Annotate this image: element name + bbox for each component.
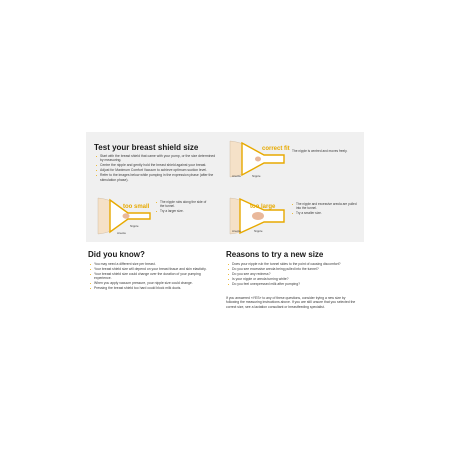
list-item: Does your nipple rub the tunnel sides to the point of causing discomfort? bbox=[228, 262, 358, 266]
list-item: Your breast shield size could change over the duration of your pumping experience. bbox=[90, 272, 218, 281]
list-item: When you apply vacuum pressure, your nipple size could change. bbox=[90, 281, 218, 285]
too-small-desc bbox=[156, 200, 208, 214]
correct-fit-label: correct fit bbox=[262, 146, 290, 152]
reasons-paragraph: If you answered «YES» to any of these questions, consider trying a new size by following the measuring instructions above. If you are still unsure that you selected the correct size, see a lactation consultant or breastfeeding specialist. bbox=[226, 296, 356, 309]
areola-label: Areola bbox=[232, 174, 241, 178]
too-small-illustration bbox=[96, 196, 158, 236]
areola-label: Areola bbox=[117, 231, 126, 235]
too-large-label: too large bbox=[250, 204, 276, 210]
nipple bbox=[255, 157, 261, 162]
did-you-know-list bbox=[90, 262, 218, 291]
nipple-label: Nipple bbox=[252, 174, 261, 178]
correct-fit-desc: The nipple is centred and moves freely. bbox=[292, 149, 348, 153]
too-small-label: too small bbox=[123, 204, 150, 210]
too-large-desc bbox=[292, 202, 358, 216]
list-item: Adjust for Maximum Comfort Vacuum to achieve optimum suction level. bbox=[96, 168, 218, 172]
nipple-label: Nipple bbox=[254, 229, 263, 233]
nipple-label: Nipple bbox=[130, 224, 139, 228]
list-item: Do you see excessive areola being pulled into the tunnel? bbox=[228, 267, 358, 271]
list-item: Try a smaller size. bbox=[292, 211, 358, 215]
too-large-illustration bbox=[228, 196, 292, 236]
list-item: Start with the breast shield that came with your pump, or the size determined by measuring. bbox=[96, 154, 218, 163]
list-item: Try a larger size. bbox=[156, 209, 208, 213]
list-item: Is your nipple or areola turning white? bbox=[228, 277, 358, 281]
list-item: Refer to the images below while pumping in the expression phase (after the stimulation phase). bbox=[96, 173, 218, 182]
list-item: Do you see any redness? bbox=[228, 272, 358, 276]
list-item: Do you feel unexpressed milk after pumping? bbox=[228, 282, 358, 286]
list-item: Centre the nipple and gently hold the breast shield against your breast. bbox=[96, 163, 218, 167]
list-item: Your breast shield size will depend on your breast tissue and skin elasticity. bbox=[90, 267, 218, 271]
reasons-list bbox=[228, 262, 358, 287]
nipple bbox=[123, 213, 130, 218]
areola-label: Areola bbox=[232, 229, 241, 233]
list-item: The nipple and excessive areola are pulled into the tunnel. bbox=[292, 202, 358, 210]
list-item: Pressing the breast shield too hard could block milk ducts. bbox=[90, 286, 218, 290]
nipple bbox=[252, 212, 264, 220]
reasons-title: Reasons to try a new size bbox=[226, 250, 324, 259]
test-title: Test your breast shield size bbox=[94, 143, 199, 152]
list-item: You may need a different size per breast. bbox=[90, 262, 218, 266]
test-list bbox=[96, 154, 218, 183]
correct-fit-illustration bbox=[228, 139, 292, 179]
did-you-know-title: Did you know? bbox=[88, 250, 145, 259]
list-item: The nipple rubs along the side of the tunnel. bbox=[156, 200, 208, 208]
